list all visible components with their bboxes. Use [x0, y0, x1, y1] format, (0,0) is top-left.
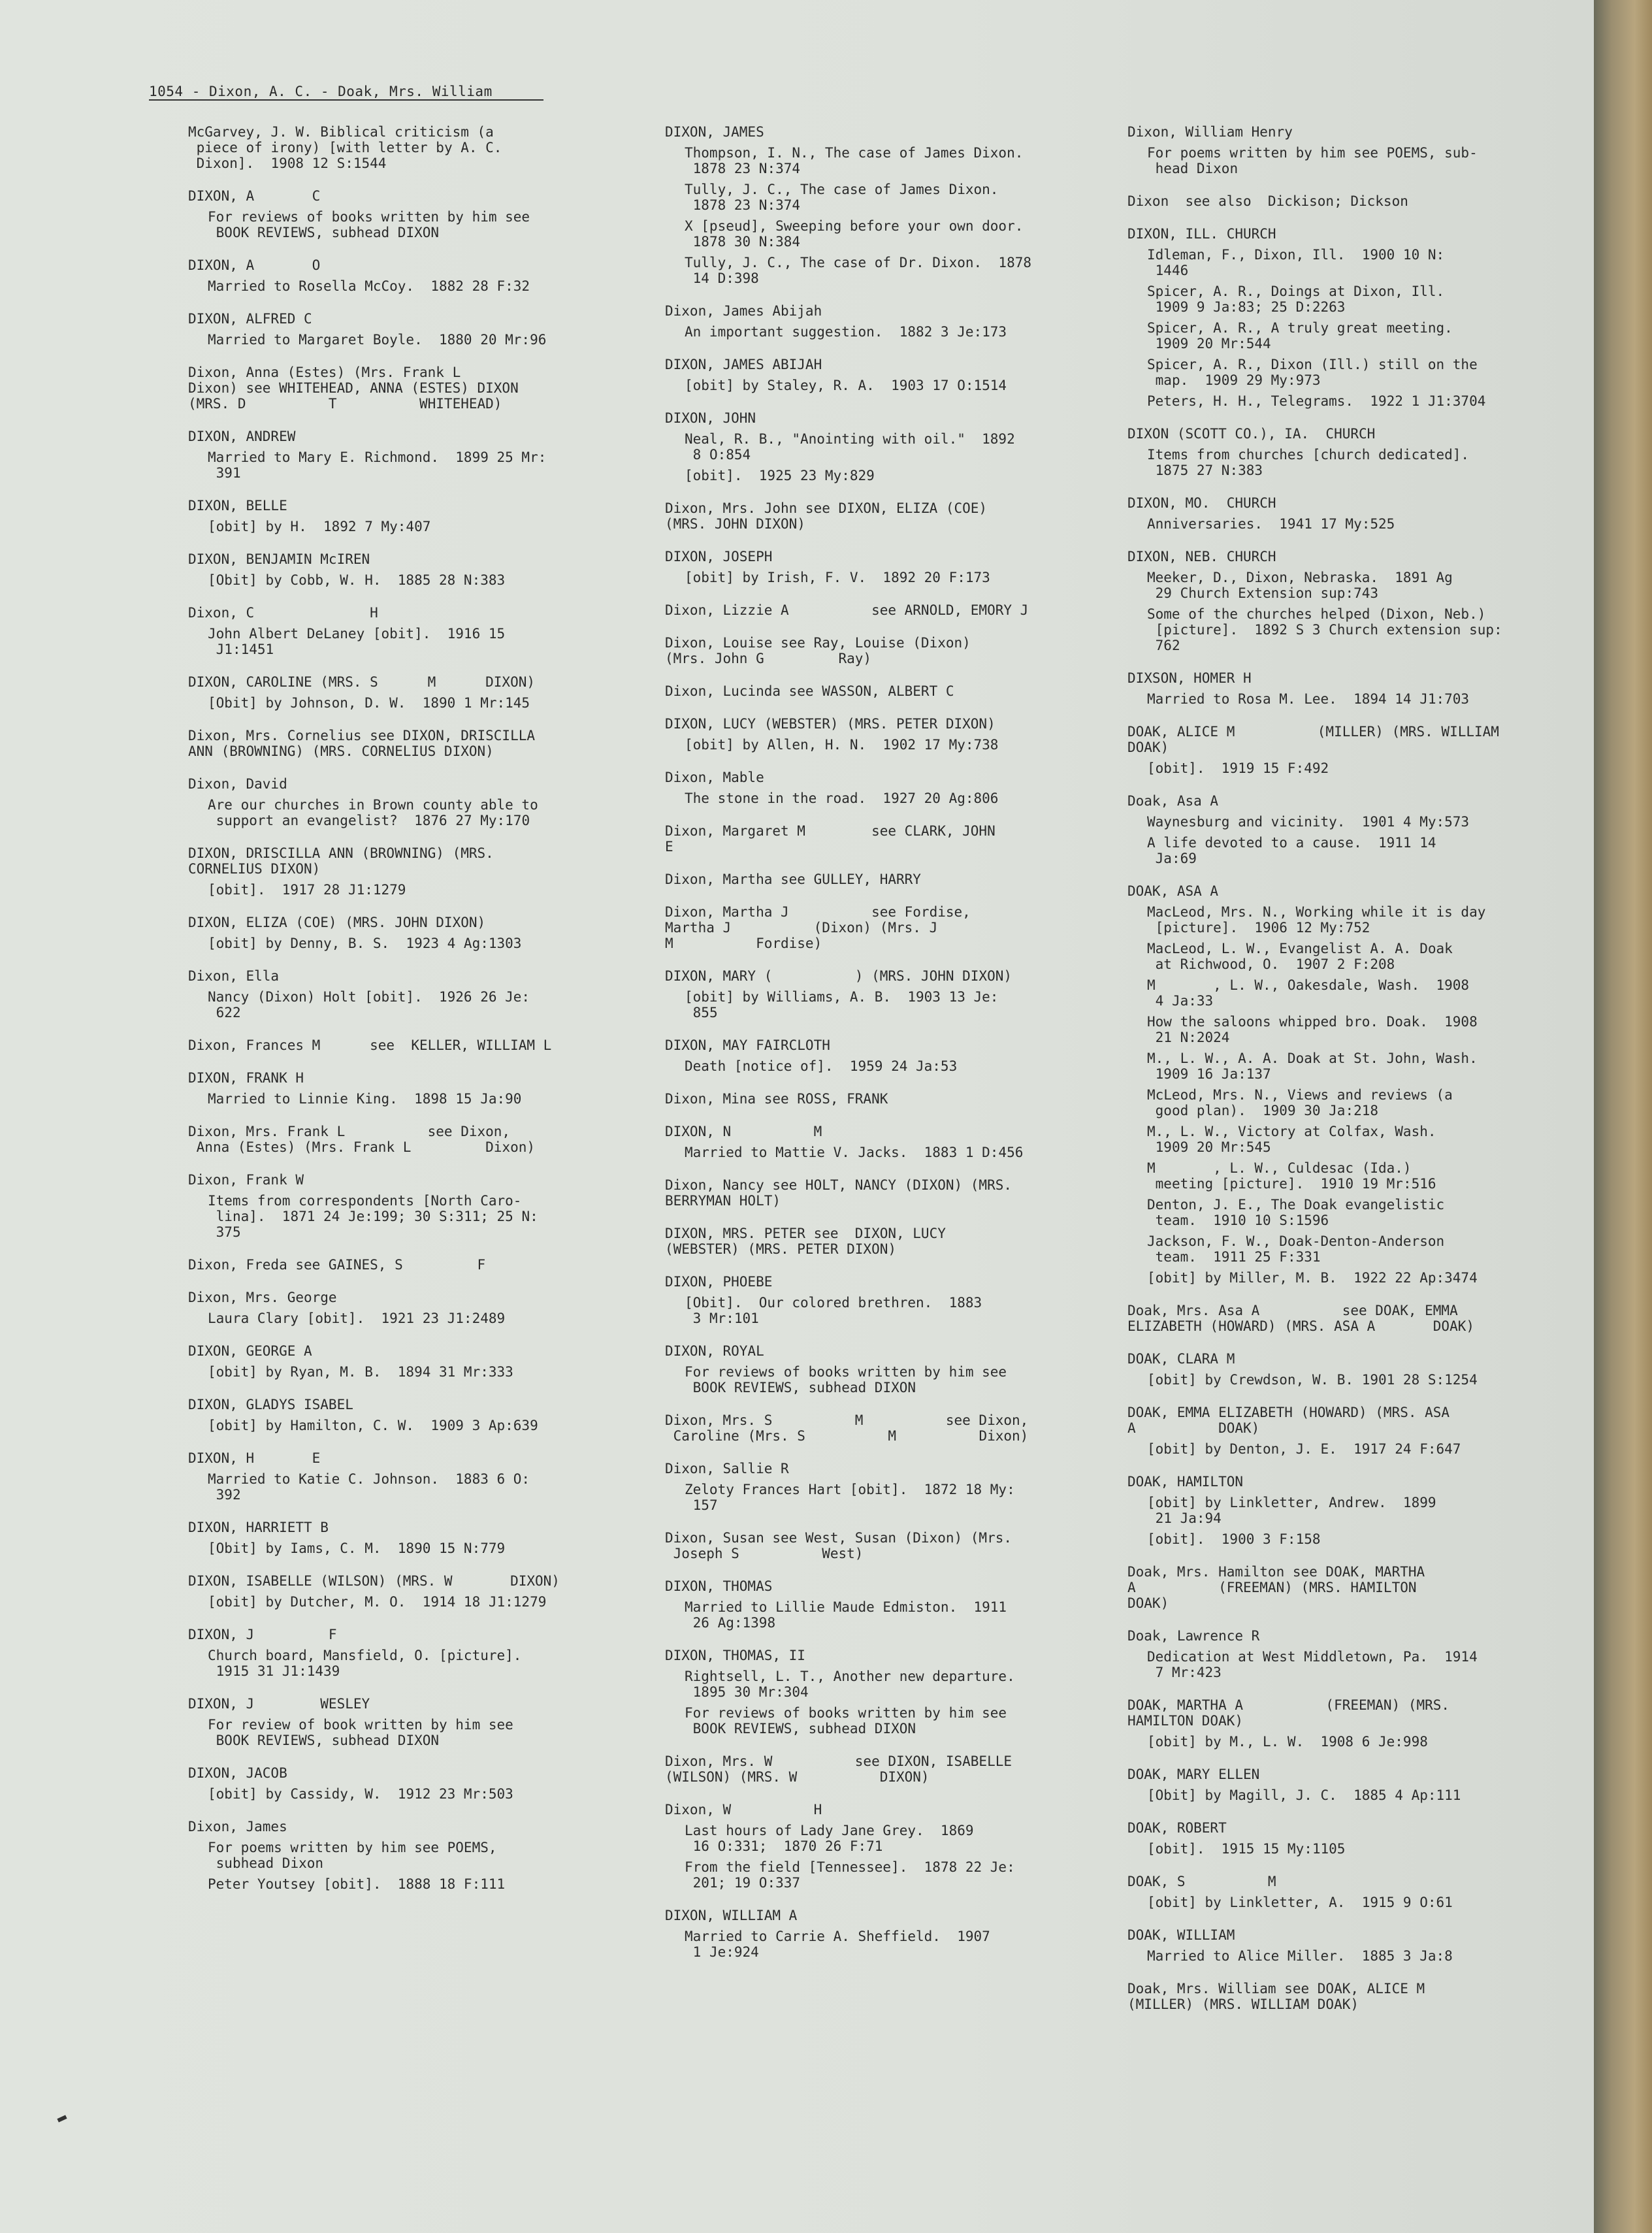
- entry-heading: Doak, Mrs. William see DOAK, ALICE M (MILLER) (MRS. WILLIAM DOAK): [1127, 1981, 1425, 2012]
- entry-heading: DIXON, PHOEBE: [665, 1274, 773, 1290]
- entry-heading: DIXON, GEORGE A: [188, 1343, 312, 1359]
- index-entry: [665, 1802, 1135, 1891]
- index-entry: [188, 1257, 658, 1273]
- index-entry: [188, 188, 658, 240]
- entry-heading: Dixon, Martha see GULLEY, HARRY: [665, 872, 921, 887]
- index-entry: [665, 1177, 1135, 1209]
- column-1: [188, 124, 658, 1909]
- index-entry: [188, 1290, 658, 1326]
- index-entry: [1127, 1927, 1559, 1964]
- entry-heading: Dixon, James Abijah: [665, 303, 822, 319]
- index-entry: [665, 1037, 1135, 1074]
- entry-heading: DIXON, DRISCILLA ANN (BROWNING) (MRS. CORNELIUS DIXON): [188, 845, 494, 877]
- entry-heading: DIXON, BENJAMIN McIREN: [188, 551, 370, 567]
- entry-citation: [obit] by Denny, B. S. 1923 4 Ag:1303: [208, 936, 522, 951]
- entry-citation: Are our churches in Brown county able to support an evangelist? 1876 27 My:170: [208, 797, 538, 828]
- index-entry: [1127, 124, 1559, 176]
- entry-heading: Dixon, Susan see West, Susan (Dixon) (Mrs. Joseph S West): [665, 1530, 1012, 1561]
- index-entry: [1127, 1874, 1559, 1910]
- index-entry: [1127, 193, 1559, 209]
- index-entry: [188, 1037, 658, 1053]
- entry-heading: DOAK, HAMILTON: [1127, 1474, 1244, 1490]
- index-entry: [665, 1412, 1135, 1444]
- entry-heading: Doak, Mrs. Asa A see DOAK, EMMA ELIZABETH (HOWARD) (MRS. ASA A DOAK): [1127, 1303, 1475, 1334]
- entry-heading: DIXON, ISABELLE (WILSON) (MRS. W DIXON): [188, 1573, 560, 1589]
- entry-citation: Married to Rosa M. Lee. 1894 14 J1:703: [1147, 691, 1470, 707]
- entry-citation: M., L. W., A. A. Doak at St. John, Wash. 1909 16 Ja:137: [1147, 1051, 1478, 1082]
- entry-heading: DIXON, JACOB: [188, 1765, 287, 1781]
- entry-citation: [obit] by Crewdson, W. B. 1901 28 S:1254: [1147, 1372, 1478, 1388]
- index-entry: [188, 1397, 658, 1433]
- index-entry: [188, 1573, 658, 1610]
- entry-citation: Married to Mary E. Richmond. 1899 25 Mr: 391: [208, 449, 547, 481]
- entry-heading: DIXON (SCOTT CO.), IA. CHURCH: [1127, 426, 1376, 442]
- entry-citation: [obit] by Allen, H. N. 1902 17 My:738: [685, 737, 999, 753]
- entry-citation: Zeloty Frances Hart [obit]. 1872 18 My: 157: [685, 1482, 1015, 1513]
- entry-citation: [obit]. 1915 15 My:1105: [1147, 1841, 1346, 1857]
- index-entry: [665, 549, 1135, 585]
- entry-citation: Tully, J. C., The case of James Dixon. 1878 23 N:374: [685, 182, 999, 213]
- entry-heading: Dixon see also Dickison; Dickson: [1127, 193, 1408, 209]
- entry-citation: Married to Mattie V. Jacks. 1883 1 D:456: [685, 1145, 1024, 1160]
- entry-heading: DIXON, ALFRED C: [188, 311, 312, 327]
- index-entry: [665, 872, 1135, 887]
- entry-heading: Dixon, Freda see GAINES, S F: [188, 1257, 486, 1273]
- entry-citation: For reviews of books written by him see BOOK REVIEWS, subhead DIXON: [685, 1364, 1007, 1395]
- entry-heading: DIXON, JOSEPH: [665, 549, 773, 564]
- index-entry: [1127, 1303, 1559, 1334]
- index-entry: [188, 968, 658, 1020]
- entry-heading: Doak, Mrs. Hamilton see DOAK, MARTHA A (FREEMAN) (MRS. HAMILTON DOAK): [1127, 1564, 1425, 1611]
- index-entry: [1127, 1820, 1559, 1857]
- page-header: 1054 - Dixon, A. C. - Doak, Mrs. William: [149, 84, 493, 99]
- entry-heading: DOAK, ASA A: [1127, 883, 1219, 899]
- entry-heading: DIXON, J WESLEY: [188, 1696, 370, 1712]
- index-entry: [1127, 426, 1559, 478]
- entry-heading: DOAK, MARTHA A (FREEMAN) (MRS. HAMILTON DOAK): [1127, 1697, 1450, 1729]
- entry-citation: [obit]. 1919 15 F:492: [1147, 760, 1329, 776]
- entry-citation: McGarvey, J. W. Biblical criticism (a piece of irony) [with letter by A. C. Dixon]. 1908 12 S:1544: [188, 124, 502, 171]
- entry-heading: DIXON, JAMES ABIJAH: [665, 357, 822, 372]
- index-entry: [1127, 495, 1559, 532]
- entry-citation: Some of the churches helped (Dixon, Neb.) [picture]. 1892 S 3 Church extension sup: 762: [1147, 606, 1502, 653]
- entry-heading: Dixon, Ella: [188, 968, 280, 984]
- entry-heading: Dixon, Frances M see KELLER, WILLIAM L: [188, 1037, 552, 1053]
- entry-heading: DIXON, ANDREW: [188, 429, 296, 444]
- entry-citation: For reviews of books written by him see BOOK REVIEWS, subhead DIXON: [685, 1705, 1007, 1736]
- index-entry: [1127, 226, 1559, 409]
- index-entry: [1127, 793, 1559, 866]
- header-underline: [149, 99, 543, 101]
- entry-citation: MacLeod, Mrs. N., Working while it is day [picture]. 1906 12 My:752: [1147, 904, 1486, 936]
- index-entry: [1127, 1697, 1559, 1750]
- entry-citation: Married to Carrie A. Sheffield. 1907 1 Je:924: [685, 1929, 990, 1960]
- index-entry: [1127, 670, 1559, 707]
- entry-citation: Spicer, A. R., Doings at Dixon, Ill. 1909 9 Ja:83; 25 D:2263: [1147, 284, 1445, 315]
- index-entry: [188, 915, 658, 951]
- entry-heading: DIXON, ILL. CHURCH: [1127, 226, 1276, 242]
- index-entry: [665, 1530, 1135, 1561]
- page-edge: [1594, 0, 1652, 2233]
- entry-heading: DIXON, MARY ( ) (MRS. JOHN DIXON): [665, 968, 1012, 984]
- entry-citation: Married to Rosella McCoy. 1882 28 F:32: [208, 278, 530, 294]
- entry-heading: DOAK, ALICE M (MILLER) (MRS. WILLIAM DOAK): [1127, 724, 1499, 755]
- entry-heading: Dixon, Mrs. S M see Dixon, Caroline (Mrs. S M Dixon): [665, 1412, 1029, 1444]
- entry-heading: DIXON, J F: [188, 1627, 337, 1642]
- entry-heading: Dixon, Louise see Ray, Louise (Dixon) (Mrs. John G Ray): [665, 635, 971, 666]
- index-entry: [1127, 1767, 1559, 1803]
- index-entry: [188, 845, 658, 898]
- entry-heading: Dixon, Mina see ROSS, FRANK: [665, 1091, 888, 1107]
- entry-citation: Church board, Mansfield, O. [picture]. 1915 31 J1:1439: [208, 1648, 522, 1679]
- index-entry: [188, 429, 658, 481]
- entry-citation: Married to Margaret Boyle. 1880 20 Mr:96: [208, 332, 547, 348]
- entry-heading: Dixon, Lucinda see WASSON, ALBERT C: [665, 683, 954, 699]
- index-entry: [665, 683, 1135, 699]
- index-entry: [1127, 724, 1559, 776]
- entry-heading: DIXON, H E: [188, 1450, 321, 1466]
- index-entry: [188, 365, 658, 412]
- index-entry: [188, 1070, 658, 1107]
- entry-citation: [Obit] by Cobb, W. H. 1885 28 N:383: [208, 572, 506, 588]
- index-entry: [665, 1578, 1135, 1631]
- entry-citation: MacLeod, L. W., Evangelist A. A. Doak at Richwood, O. 1907 2 F:208: [1147, 941, 1453, 972]
- entry-heading: DOAK, CLARA M: [1127, 1351, 1235, 1367]
- entry-citation: Spicer, A. R., A truly great meeting. 1909 20 Mr:544: [1147, 320, 1453, 351]
- index-entry: [188, 776, 658, 828]
- entry-citation: Tully, J. C., The case of Dr. Dixon. 1878 14 D:398: [685, 255, 1032, 286]
- index-entry: [665, 500, 1135, 532]
- index-entry: [665, 823, 1135, 855]
- entry-citation: [obit] by Irish, F. V. 1892 20 F:173: [685, 570, 990, 585]
- index-entry: [665, 635, 1135, 666]
- index-entry: [665, 602, 1135, 618]
- entry-heading: Dixon, Margaret M see CLARK, JOHN E: [665, 823, 996, 855]
- index-entry: [665, 1648, 1135, 1736]
- entry-citation: Waynesburg and vicinity. 1901 4 My:573: [1147, 814, 1470, 830]
- entry-citation: From the field [Tennessee]. 1878 22 Je: 201; 19 O:337: [685, 1859, 1015, 1891]
- entry-heading: Dixon, Mrs. W see DIXON, ISABELLE (WILSON) (MRS. W DIXON): [665, 1753, 1012, 1785]
- entry-heading: DIXON, MO. CHURCH: [1127, 495, 1276, 511]
- index-entry: [665, 1124, 1135, 1160]
- entry-heading: Dixon, Nancy see HOLT, NANCY (DIXON) (MRS. BERRYMAN HOLT): [665, 1177, 1012, 1209]
- entry-citation: Married to Linnie King. 1898 15 Ja:90: [208, 1091, 522, 1107]
- entry-citation: [Obit]. Our colored brethren. 1883 3 Mr:101: [685, 1295, 982, 1326]
- index-entry: [188, 1627, 658, 1679]
- entry-citation: [obit] by Williams, A. B. 1903 13 Je: 855: [685, 989, 999, 1020]
- index-entry: [665, 716, 1135, 753]
- entry-heading: DOAK, MARY ELLEN: [1127, 1767, 1260, 1782]
- entry-citation: Denton, J. E., The Doak evangelistic team. 1910 10 S:1596: [1147, 1197, 1445, 1228]
- entry-heading: Doak, Asa A: [1127, 793, 1219, 809]
- index-entry: [665, 303, 1135, 340]
- entry-heading: Dixon, Martha J see Fordise, Martha J (Dixon) (Mrs. J M Fordise): [665, 904, 971, 951]
- entry-heading: DIXON, FRANK H: [188, 1070, 304, 1086]
- column-2: [665, 124, 1135, 1977]
- entry-heading: DIXON, CAROLINE (MRS. S M DIXON): [188, 674, 536, 690]
- index-entry: [188, 124, 658, 171]
- entry-heading: Dixon, James: [188, 1819, 287, 1834]
- entry-citation: How the saloons whipped bro. Doak. 1908 21 N:2024: [1147, 1014, 1478, 1045]
- entry-citation: Married to Alice Miller. 1885 3 Ja:8: [1147, 1948, 1453, 1964]
- index-entry: [665, 904, 1135, 951]
- entry-citation: A life devoted to a cause. 1911 14 Ja:69: [1147, 835, 1436, 866]
- entry-citation: John Albert DeLaney [obit]. 1916 15 J1:1451: [208, 626, 506, 657]
- index-entry: [665, 357, 1135, 393]
- entry-citation: For poems written by him see POEMS, subhead Dixon: [208, 1840, 497, 1871]
- entry-citation: [obit]. 1917 28 J1:1279: [208, 882, 406, 898]
- entry-citation: M., L. W., Victory at Colfax, Wash. 1909 20 Mr:545: [1147, 1124, 1436, 1155]
- entry-heading: Dixon, Anna (Estes) (Mrs. Frank L Dixon) see WHITEHEAD, ANNA (ESTES) DIXON (MRS. D T WHITEHEAD): [188, 365, 519, 412]
- entry-citation: [obit] by H. 1892 7 My:407: [208, 519, 431, 534]
- entry-heading: Dixon, W H: [665, 1802, 822, 1817]
- entry-citation: [Obit] by Johnson, D. W. 1890 1 Mr:145: [208, 695, 530, 711]
- entry-citation: M , L. W., Culdesac (Ida.) meeting [picture]. 1910 19 Mr:516: [1147, 1160, 1436, 1192]
- index-entry: [665, 124, 1135, 286]
- index-entry: [188, 311, 658, 348]
- index-entry: [665, 770, 1135, 806]
- index-entry: [665, 1753, 1135, 1785]
- index-entry: [188, 1819, 658, 1892]
- entry-citation: An important suggestion. 1882 3 Je:173: [685, 324, 1007, 340]
- entry-citation: For review of book written by him see BOOK REVIEWS, subhead DIXON: [208, 1717, 513, 1748]
- entry-heading: Dixon, Mrs. Cornelius see DIXON, DRISCILLA ANN (BROWNING) (MRS. CORNELIUS DIXON): [188, 728, 536, 759]
- entry-heading: Dixon, Mrs. John see DIXON, ELIZA (COE) (MRS. JOHN DIXON): [665, 500, 988, 532]
- index-entry: [665, 1461, 1135, 1513]
- entry-heading: DIXSON, HOMER H: [1127, 670, 1252, 686]
- entry-citation: Peter Youtsey [obit]. 1888 18 F:111: [208, 1876, 506, 1892]
- entry-heading: Dixon, Lizzie A see ARNOLD, EMORY J: [665, 602, 1029, 618]
- entry-citation: [obit] by Cassidy, W. 1912 23 Mr:503: [208, 1786, 513, 1802]
- entry-heading: DOAK, ROBERT: [1127, 1820, 1227, 1836]
- entry-citation: Items from churches [church dedicated]. 1875 27 N:383: [1147, 447, 1470, 478]
- index-entry: [665, 410, 1135, 483]
- entry-citation: [obit] by Dutcher, M. O. 1914 18 J1:1279: [208, 1594, 547, 1610]
- entry-heading: Dixon, Frank W: [188, 1172, 304, 1188]
- entry-heading: DOAK, S M: [1127, 1874, 1276, 1889]
- entry-heading: DIXON, MRS. PETER see DIXON, LUCY (WEBSTER) (MRS. PETER DIXON): [665, 1226, 946, 1257]
- index-entry: [1127, 1564, 1559, 1611]
- entry-citation: [obit] by Linkletter, Andrew. 1899 21 Ja:94: [1147, 1495, 1436, 1526]
- entry-heading: DIXON, NEB. CHURCH: [1127, 549, 1276, 564]
- entry-citation: X [pseud], Sweeping before your own door. 1878 30 N:384: [685, 218, 1024, 250]
- entry-citation: Anniversaries. 1941 17 My:525: [1147, 516, 1395, 532]
- entry-citation: Death [notice of]. 1959 24 Ja:53: [685, 1058, 958, 1074]
- entry-heading: Dixon, Sallie R: [665, 1461, 789, 1476]
- entry-heading: DIXON, MAY FAIRCLOTH: [665, 1037, 830, 1053]
- entry-heading: DIXON, THOMAS: [665, 1578, 773, 1594]
- entry-heading: Dixon, Mrs. Frank L see Dixon, Anna (Estes) (Mrs. Frank L Dixon): [188, 1124, 536, 1155]
- entry-citation: Thompson, I. N., The case of James Dixon. 1878 23 N:374: [685, 145, 1024, 176]
- entry-heading: Dixon, Mable: [665, 770, 764, 785]
- entry-heading: DIXON, N M: [665, 1124, 822, 1139]
- entry-heading: DIXON, JOHN: [665, 410, 756, 426]
- index-entry: [1127, 1351, 1559, 1388]
- entry-citation: Spicer, A. R., Dixon (Ill.) still on the map. 1909 29 My:973: [1147, 357, 1478, 388]
- entry-heading: DIXON, JAMES: [665, 124, 764, 140]
- entry-citation: Idleman, F., Dixon, Ill. 1900 10 N: 1446: [1147, 247, 1445, 278]
- index-entry: [188, 1450, 658, 1503]
- entry-citation: The stone in the road. 1927 20 Ag:806: [685, 791, 999, 806]
- entry-citation: For poems written by him see POEMS, sub- head Dixon: [1147, 145, 1478, 176]
- entry-heading: DOAK, WILLIAM: [1127, 1927, 1235, 1943]
- entry-citation: Married to Katie C. Johnson. 1883 6 O: 392: [208, 1471, 530, 1503]
- entry-citation: Peters, H. H., Telegrams. 1922 1 J1:3704: [1147, 393, 1486, 409]
- entry-citation: Laura Clary [obit]. 1921 23 J1:2489: [208, 1311, 506, 1326]
- entry-citation: Dedication at West Middletown, Pa. 1914 7 Mr:423: [1147, 1649, 1478, 1680]
- entry-citation: Jackson, F. W., Doak-Denton-Anderson team. 1911 25 F:331: [1147, 1233, 1445, 1265]
- entry-heading: DIXON, GLADYS ISABEL: [188, 1397, 353, 1412]
- entry-heading: Dixon, William Henry: [1127, 124, 1293, 140]
- index-entry: [1127, 549, 1559, 653]
- entry-heading: DIXON, A C: [188, 188, 321, 204]
- entry-heading: DOAK, EMMA ELIZABETH (HOWARD) (MRS. ASA A DOAK): [1127, 1405, 1450, 1436]
- entry-heading: DIXON, ELIZA (COE) (MRS. JOHN DIXON): [188, 915, 486, 930]
- index-entry: [188, 551, 658, 588]
- entry-citation: McLeod, Mrs. N., Views and reviews (a good plan). 1909 30 Ja:218: [1147, 1087, 1453, 1118]
- index-entry: [188, 1343, 658, 1380]
- index-entry: [665, 1226, 1135, 1257]
- index-entry: [665, 968, 1135, 1020]
- entry-citation: Rightsell, L. T., Another new departure. 1895 30 Mr:304: [685, 1669, 1015, 1700]
- entry-citation: [obit] by Miller, M. B. 1922 22 Ap:3474: [1147, 1270, 1478, 1286]
- entry-citation: Nancy (Dixon) Holt [obit]. 1926 26 Je: 622: [208, 989, 530, 1020]
- index-entry: [1127, 883, 1559, 1286]
- entry-citation: [obit]. 1925 23 My:829: [685, 468, 875, 483]
- index-entry: [188, 728, 658, 759]
- entry-citation: [obit] by Hamilton, C. W. 1909 3 Ap:639: [208, 1418, 538, 1433]
- entry-citation: [obit] by Ryan, M. B. 1894 31 Mr:333: [208, 1364, 513, 1380]
- entry-citation: [Obit] by Iams, C. M. 1890 15 N:779: [208, 1540, 506, 1556]
- index-entry: [188, 674, 658, 711]
- index-entry: [665, 1274, 1135, 1326]
- entry-citation: [obit] by M., L. W. 1908 6 Je:998: [1147, 1734, 1428, 1750]
- entry-citation: For reviews of books written by him see BOOK REVIEWS, subhead DIXON: [208, 209, 530, 240]
- entry-citation: Last hours of Lady Jane Grey. 1869 16 O:331; 1870 26 F:71: [685, 1823, 974, 1854]
- entry-citation: [obit] by Staley, R. A. 1903 17 O:1514: [685, 378, 1007, 393]
- index-entry: [1127, 1981, 1559, 2012]
- entry-citation: [obit] by Denton, J. E. 1917 24 F:647: [1147, 1441, 1461, 1457]
- index-entry: [665, 1343, 1135, 1395]
- index-entry: [188, 1765, 658, 1802]
- index-entry: [188, 1696, 658, 1748]
- index-entry: [188, 257, 658, 294]
- entry-heading: Dixon, C H: [188, 605, 378, 621]
- entry-heading: Doak, Lawrence R: [1127, 1628, 1260, 1644]
- index-entry: [188, 1520, 658, 1556]
- entry-heading: DIXON, THOMAS, II: [665, 1648, 805, 1663]
- entry-heading: DIXON, LUCY (WEBSTER) (MRS. PETER DIXON): [665, 716, 996, 732]
- entry-citation: Neal, R. B., "Anointing with oil." 1892 8 O:854: [685, 431, 1015, 463]
- index-entry: [188, 498, 658, 534]
- entry-citation: Married to Lillie Maude Edmiston. 1911 26 Ag:1398: [685, 1599, 1007, 1631]
- entry-heading: DIXON, ROYAL: [665, 1343, 764, 1359]
- index-entry: [1127, 1405, 1559, 1457]
- entry-citation: M , L. W., Oakesdale, Wash. 1908 4 Ja:33: [1147, 977, 1470, 1009]
- column-3: [1127, 124, 1559, 2029]
- index-entry: [188, 1124, 658, 1155]
- index-entry: [665, 1091, 1135, 1107]
- entry-heading: Dixon, Mrs. George: [188, 1290, 337, 1305]
- index-entry: [188, 605, 658, 657]
- entry-citation: [Obit] by Magill, J. C. 1885 4 Ap:111: [1147, 1787, 1461, 1803]
- index-entry: [188, 1172, 658, 1240]
- entry-citation: [obit]. 1900 3 F:158: [1147, 1531, 1321, 1547]
- index-entry: [1127, 1628, 1559, 1680]
- index-entry: [1127, 1474, 1559, 1547]
- entry-citation: [obit] by Linkletter, A. 1915 9 O:61: [1147, 1895, 1453, 1910]
- entry-heading: DIXON, WILLIAM A: [665, 1908, 798, 1923]
- entry-heading: DIXON, HARRIETT B: [188, 1520, 329, 1535]
- entry-heading: DIXON, A O: [188, 257, 321, 273]
- entry-citation: Meeker, D., Dixon, Nebraska. 1891 Ag 29 Church Extension sup:743: [1147, 570, 1453, 601]
- entry-citation: Items from correspondents [North Caro- lina]. 1871 24 Je:199; 30 S:311; 25 N: 375: [208, 1193, 538, 1240]
- entry-heading: Dixon, David: [188, 776, 287, 792]
- entry-heading: DIXON, BELLE: [188, 498, 287, 513]
- index-entry: [665, 1908, 1135, 1960]
